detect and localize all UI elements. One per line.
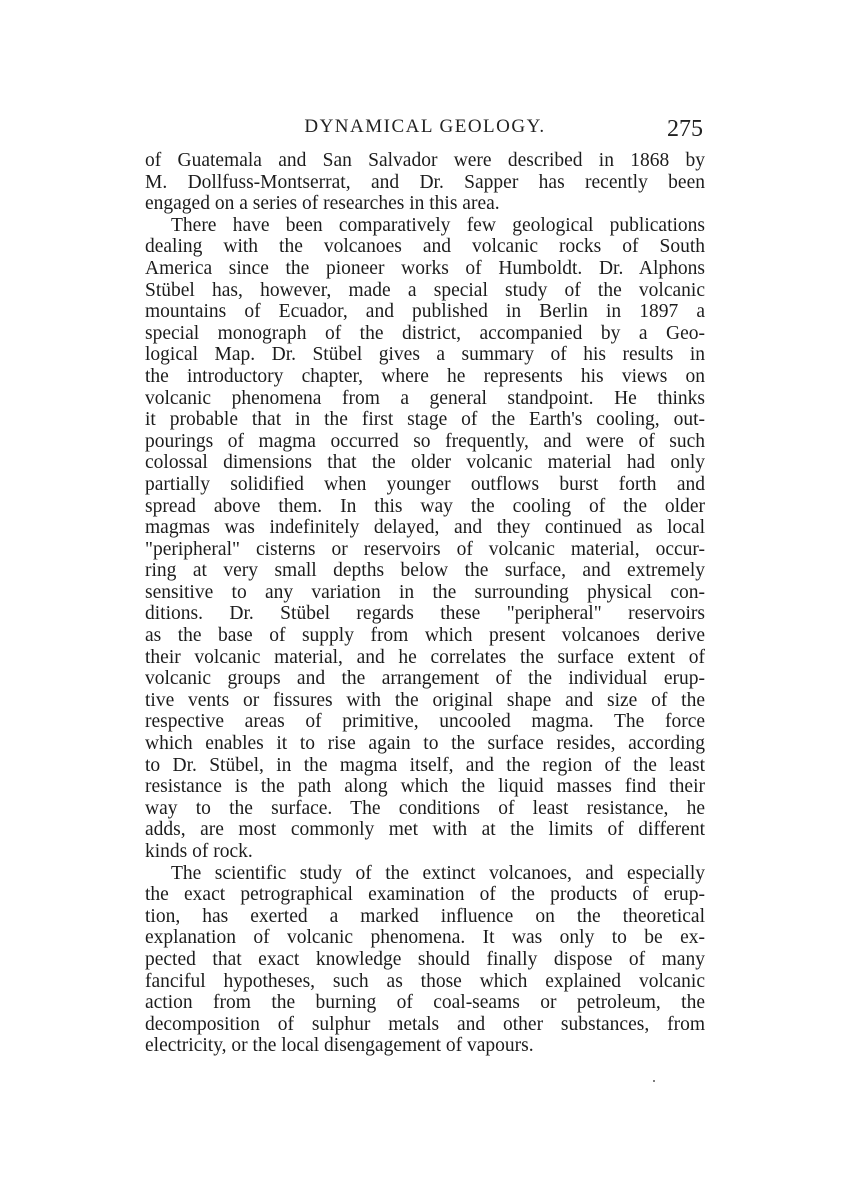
running-head-title: DYNAMICAL GEOLOGY.	[304, 116, 546, 137]
text-line: it probable that in the first stage of the Earth's cooling, out-	[145, 409, 705, 431]
text-line: electricity, or the local disengagement of vapours.	[145, 1035, 534, 1057]
text-line: mountains of Ecuador, and published in Berlin in 1897 a	[145, 301, 705, 323]
text-line: volcanic groups and the arrangement of the individual erup-	[145, 668, 705, 690]
text-line: dealing with the volcanoes and volcanic rocks of South	[145, 236, 705, 258]
text-line: engaged on a series of researches in this area.	[145, 193, 500, 215]
text-line: America since the pioneer works of Humboldt. Dr. Alphons	[145, 257, 705, 279]
text-line: explanation of volcanic phenomena. It was only to be ex-	[145, 927, 705, 949]
text-line: special monograph of the district, accompanied by a Geo-	[145, 322, 705, 344]
text-line: action from the burning of coal-seams or petroleum, the	[145, 992, 705, 1014]
text-line: ditions. Dr. Stübel regards these "peripheral" reservoirs	[145, 603, 705, 625]
text-line: volcanic phenomena from a general standpoint. He thinks	[145, 387, 705, 409]
text-line: of Guatemala and San Salvador were described in 1868 by	[145, 150, 705, 171]
text-line: fanciful hypotheses, such as those which explained volcanic	[145, 970, 705, 992]
text-line: There have been comparatively few geological publications	[171, 214, 705, 236]
paragraph-1	[145, 150, 705, 215]
text-line: their volcanic material, and he correlates the surface extent of	[145, 646, 705, 668]
text-line: Stübel has, however, made a special study of the volcanic	[145, 279, 705, 301]
paragraph-3	[145, 863, 705, 1057]
text-line: "peripheral" cisterns or reservoirs of volcanic material, occur-	[145, 538, 705, 560]
text-line: kinds of rock.	[145, 841, 253, 862]
text-line: magmas was indefinitely delayed, and they continued as local	[145, 517, 705, 539]
text-line: pourings of magma occurred so frequently, and were of such	[145, 430, 705, 452]
text-line: logical Map. Dr. Stübel gives a summary of his results in	[145, 344, 705, 366]
text-line: way to the surface. The conditions of least resistance, he	[145, 797, 705, 819]
text-line: ring at very small depths below the surface, and extremely	[145, 560, 705, 582]
text-line: which enables it to rise again to the surface resides, according	[145, 733, 705, 755]
paragraph-2	[145, 215, 705, 863]
text-line: adds, are most commonly met with at the limits of different	[145, 819, 705, 841]
text-line: decomposition of sulphur metals and other substances, from	[145, 1013, 705, 1035]
running-head	[145, 112, 705, 150]
text-line: the exact petrographical examination of the products of erup-	[145, 884, 705, 906]
text-line: The scientific study of the extinct volcanoes, and especially	[171, 862, 705, 884]
text-line: partially solidified when younger outflows burst forth and	[145, 473, 705, 495]
text-line: tive vents or fissures with the original shape and size of the	[145, 689, 705, 711]
text-line: sensitive to any variation in the surrounding physical con-	[145, 581, 705, 603]
book-page	[145, 112, 705, 1057]
text-line: resistance is the path along which the liquid masses find their	[145, 776, 705, 798]
text-line: tion, has exerted a marked influence on the theoretical	[145, 905, 705, 927]
text-line: spread above them. In this way the cooling of the older	[145, 495, 705, 517]
text-line: to Dr. Stübel, in the magma itself, and the region of the least	[145, 754, 705, 776]
text-line: as the base of supply from which present volcanoes derive	[145, 625, 705, 647]
ink-speck	[653, 1080, 655, 1082]
text-line: colossal dimensions that the older volcanic material had only	[145, 452, 705, 474]
text-line: pected that exact knowledge should finally dispose of many	[145, 948, 705, 970]
page-number: 275	[667, 116, 703, 142]
text-line: respective areas of primitive, uncooled magma. The force	[145, 711, 705, 733]
text-line: M. Dollfuss-Montserrat, and Dr. Sapper has recently been	[145, 171, 705, 193]
text-line: the introductory chapter, where he represents his views on	[145, 365, 705, 387]
